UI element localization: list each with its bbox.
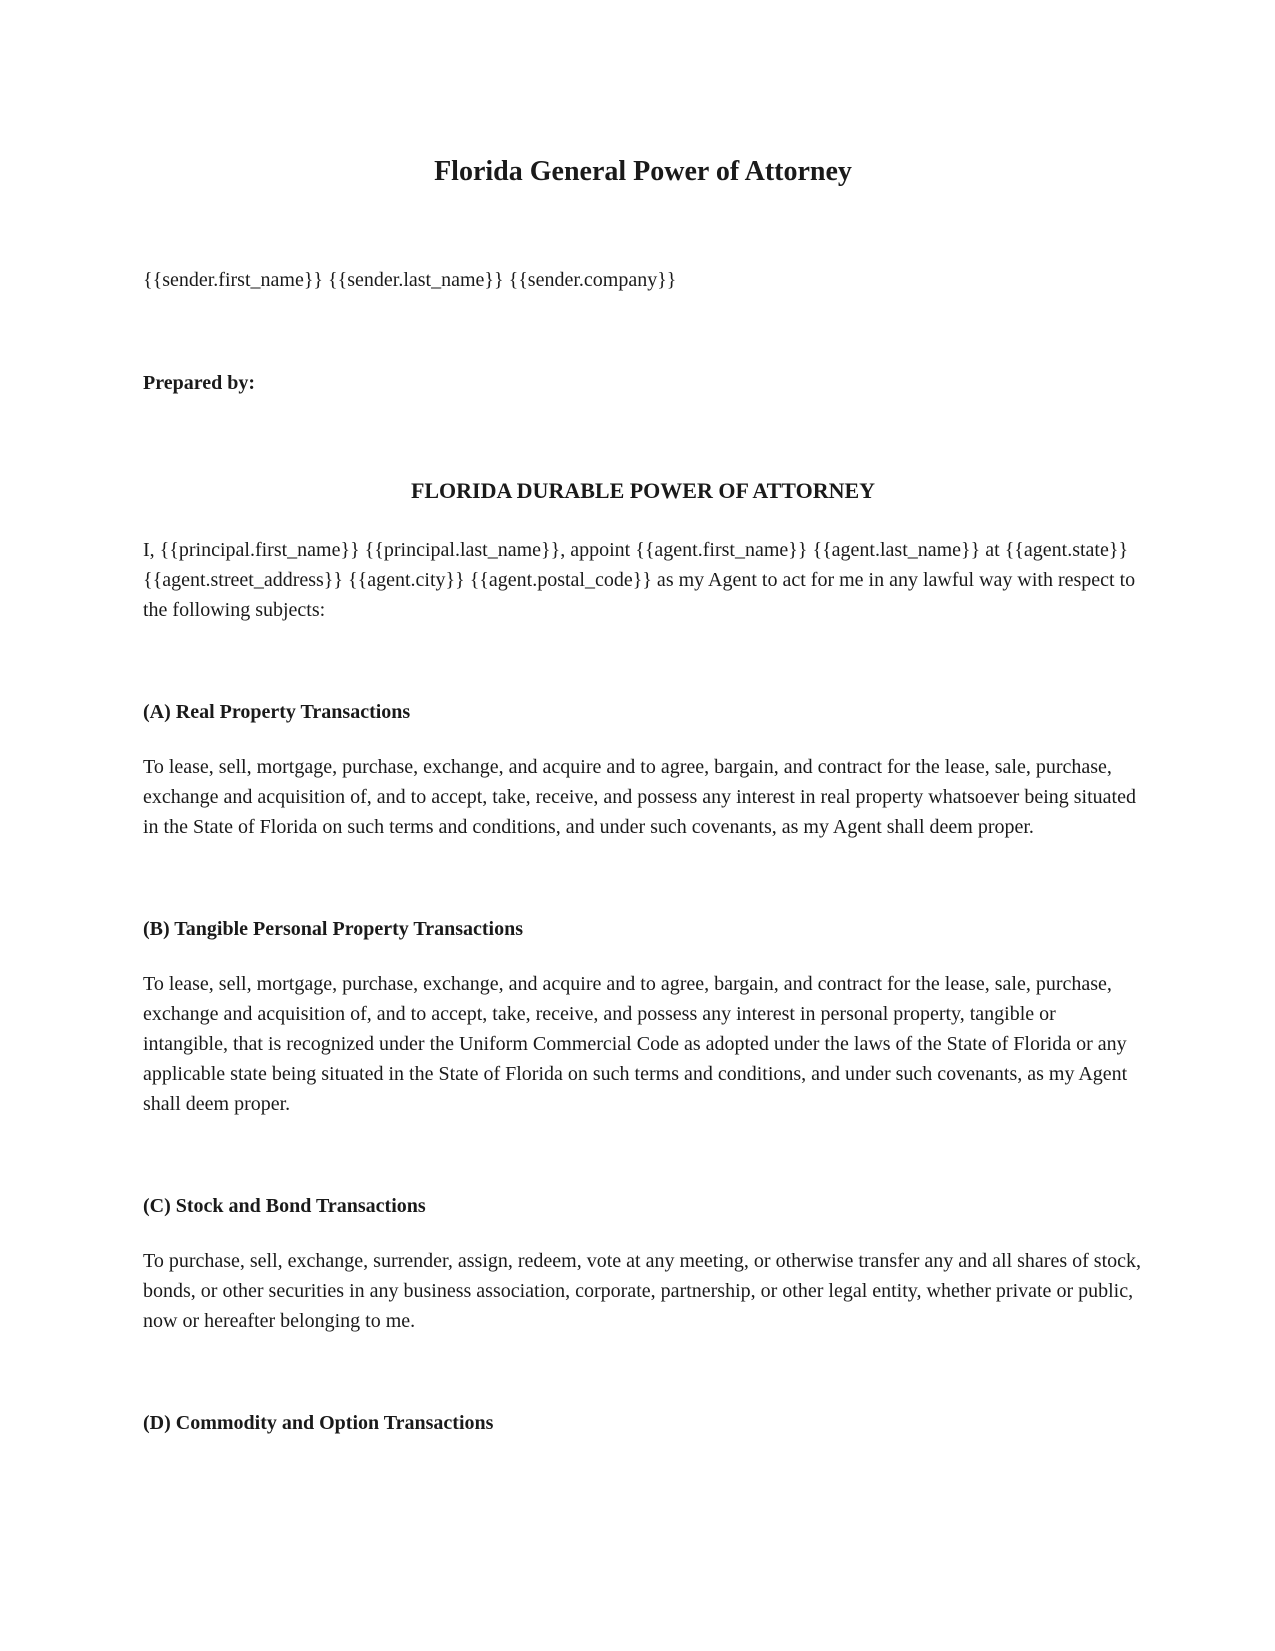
section-a-body: To lease, sell, mortgage, purchase, exchange, and acquire and to agree, bargain, and contract for the lease, sale, purchase, exchange and acquisition of, and to accept, take, receive, and possess any interest in real property whatsoever being situated in the State of Florida on such terms and conditions, and under such covenants, as my Agent shall deem proper. — [143, 756, 1136, 838]
section-d-heading: (D) Commodity and Option Transactions — [143, 1412, 494, 1434]
section-b-body: To lease, sell, mortgage, purchase, exchange, and acquire and to agree, bargain, and contract for the lease, sale, purchase, exchange and acquisition of, and to accept, take, receive, and possess any interest in personal property, tangible or intangible, that is recognized under the Uniform Commercial Code as adopted under the laws of the State of Florida or any applicable state being situated in the State of Florida on such terms and conditions, and under such covenants, as my Agent shall deem proper. — [143, 973, 1128, 1115]
section-c-body: To purchase, sell, exchange, surrender, assign, redeem, vote at any meeting, or otherwise transfer any and all shares of stock, bonds, or other securities in any business association, corporate, partnership, or other legal entity, whether private or public, now or hereafter belonging to me. — [143, 1250, 1141, 1332]
prepared-by-label: Prepared by: — [143, 372, 256, 394]
section-a — [143, 697, 1143, 842]
section-c — [143, 1191, 1143, 1336]
section-b — [143, 914, 1143, 1119]
section-c-heading: (C) Stock and Bond Transactions — [143, 1195, 426, 1217]
document-subtitle: FLORIDA DURABLE POWER OF ATTORNEY — [410, 478, 876, 503]
section-d — [143, 1408, 1143, 1438]
section-b-heading: (B) Tangible Personal Property Transactions — [143, 918, 524, 940]
document-title: Florida General Power of Attorney — [434, 156, 852, 187]
section-a-heading: (A) Real Property Transactions — [143, 701, 411, 723]
sender-merge-fields: {{sender.first_name}} {{sender.last_name}} {{sender.company}} — [143, 269, 677, 291]
intro-paragraph: I, {{principal.first_name}} {{principal.last_name}}, appoint {{agent.first_name}} {{agent.last_name}} at {{agent.state}} {{agent.street_address}} {{agent.city}} {{agent.postal_code}} as my Agent to act for me in any lawful way with respect to the following subjects: — [143, 539, 1136, 621]
